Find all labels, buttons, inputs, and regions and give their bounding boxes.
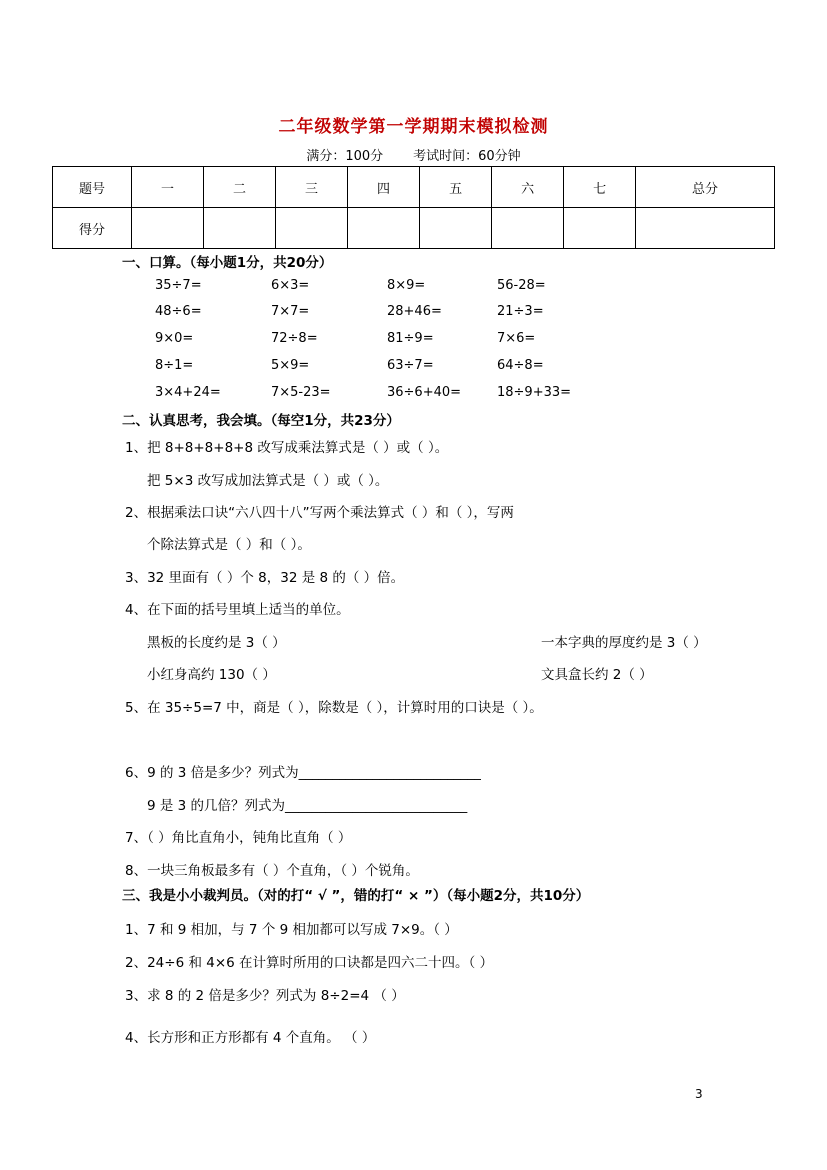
oral-item: 56-28= (497, 278, 546, 293)
oral-item: 35÷7= (155, 278, 202, 293)
oral-item: 6×3= (271, 278, 310, 293)
score-cell[interactable] (420, 208, 492, 249)
question-3-3: 3、求 8 的 2 倍是多少？列式为 8÷2=4 （ ） (125, 988, 405, 1004)
oral-item: 7×6= (497, 331, 536, 346)
score-row-label: 得分 (53, 208, 132, 249)
oral-item: 9×0= (155, 331, 194, 346)
section3-heading: 三、我是小小裁判员。（对的打“ √ ”，错的打“ × ”）（每小题2分，共10分） (122, 888, 590, 904)
oral-item: 8×9= (387, 278, 426, 293)
question-2-6a: 6、9 的 3 倍是多少？列式为___________________________ (125, 765, 481, 781)
oral-item: 63÷7= (387, 358, 434, 373)
section1-heading: 一、口算。（每小题1分，共20分） (122, 255, 333, 271)
question-2-2b: 个除法算式是（ ）和（ ）。 (147, 537, 311, 553)
oral-item: 3×4+24= (155, 385, 221, 400)
oral-item: 21÷3= (497, 304, 544, 319)
oral-item: 5×9= (271, 358, 310, 373)
oral-item: 64÷8= (497, 358, 544, 373)
score-header-cell: 题号 (53, 167, 132, 208)
oral-item: 28+46= (387, 304, 442, 319)
score-table-score-row (53, 208, 775, 249)
question-2-1a: 1、把 8+8+8+8+8 改写成乘法算式是（ ）或（ ）。 (125, 440, 449, 456)
score-header-cell: 一 (132, 167, 204, 208)
question-3-1: 1、7 和 9 相加，与 7 个 9 相加都可以写成 7×9。（ ） (125, 922, 458, 938)
oral-item: 18÷9+33= (497, 385, 572, 400)
question-2-6b: 9 是 3 的几倍？列式为___________________________ (147, 798, 468, 814)
question-3-4: 4、长方形和正方形都有 4 个直角。 （ ） (125, 1030, 376, 1046)
oral-item: 81÷9= (387, 331, 434, 346)
score-header-cell: 总分 (636, 167, 775, 208)
oral-item: 72÷8= (271, 331, 318, 346)
score-cell[interactable] (564, 208, 636, 249)
unit-item: 黑板的长度约是 3（ ） (147, 635, 286, 651)
question-2-7: 7、（ ）角比直角小，钝角比直角（ ） (125, 830, 352, 846)
question-3-2: 2、24÷6 和 4×6 在计算时所用的口诀都是四六二十四。（ ） (125, 955, 494, 971)
question-2-4: 4、在下面的括号里填上适当的单位。 (125, 602, 350, 618)
oral-item: 7×7= (271, 304, 310, 319)
section2-heading: 二、认真思考，我会填。（每空1分，共23分） (122, 413, 400, 429)
score-table-header-row (53, 167, 775, 208)
score-header-cell: 三 (276, 167, 348, 208)
score-cell[interactable] (348, 208, 420, 249)
unit-item: 一本字典的厚度约是 3（ ） (541, 635, 707, 651)
oral-item: 48÷6= (155, 304, 202, 319)
score-cell[interactable] (636, 208, 775, 249)
question-2-1b: 把 5×3 改写成加法算式是（ ）或（ ）。 (147, 473, 389, 489)
score-header-cell: 二 (204, 167, 276, 208)
oral-item: 7×5-23= (271, 385, 331, 400)
page-number: 3 (695, 1087, 703, 1101)
score-header-cell: 六 (492, 167, 564, 208)
score-cell[interactable] (204, 208, 276, 249)
question-2-8: 8、一块三角板最多有（ ）个直角，（ ）个锐角。 (125, 863, 419, 879)
oral-item: 36÷6+40= (387, 385, 462, 400)
exam-time: 考试时间：60分钟 (413, 149, 521, 164)
score-header-cell: 七 (564, 167, 636, 208)
score-header-cell: 四 (348, 167, 420, 208)
score-cell[interactable] (492, 208, 564, 249)
oral-item: 8÷1= (155, 358, 194, 373)
score-header-cell: 五 (420, 167, 492, 208)
score-cell[interactable] (132, 208, 204, 249)
unit-item: 小红身高约 130（ ） (147, 667, 276, 683)
unit-item: 文具盒长约 2（ ） (541, 667, 653, 683)
score-cell[interactable] (276, 208, 348, 249)
question-2-5: 5、在 35÷5=7 中，商是（ ），除数是（ ），计算时用的口诀是（ ）。 (125, 700, 543, 716)
question-2-2a: 2、根据乘法口诀“六八四十八”写两个乘法算式（ ）和（ ），写两 (125, 505, 514, 521)
question-2-3: 3、32 里面有（ ）个 8，32 是 8 的（ ）倍。 (125, 570, 405, 586)
full-marks: 满分：100分 (306, 149, 384, 164)
score-table (52, 166, 775, 249)
exam-info (0, 145, 827, 164)
page-title: 二年级数学第一学期期末模拟检测 (278, 117, 549, 137)
